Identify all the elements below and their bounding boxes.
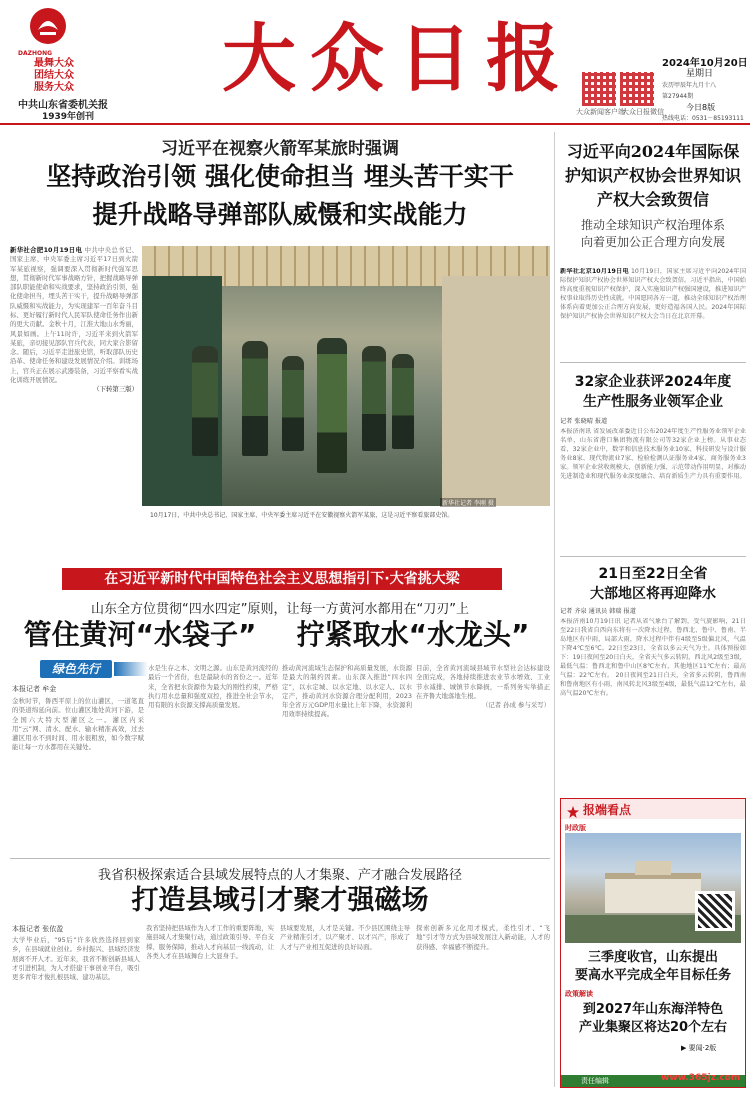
highlight-story-1[interactable] — [561, 949, 745, 985]
ip-headline[interactable]: 习近平向2024年国际保护知识产权协会世界知识产权大会致贺信 — [564, 142, 741, 209]
highlight-photo[interactable] — [565, 833, 741, 943]
rain-headline[interactable] — [560, 564, 746, 604]
right-story-1 — [560, 140, 746, 250]
yr-body-1: 金秋时节，鲁西平原上的位山灌区，一道笔直的渠道绵延向前。位山灌区地处黄河下游，是全国六大特大型灌区之一。灌区内采用“云”网、清水、配水、输水精准高效，过去灌区用水不到时间、用水很粗放，如今数字赋能让每一方水都用在关键处。 — [12, 697, 144, 752]
svc-body: 本报济南讯 省发展改革委近日公布2024年度生产性服务业领军企业名单，山东省港口集团物流有限公司等32家企业上榜。从事业态看，32家企业中，数字和信息技术服务业10家、科技研发与设计服务业8家、现代物流业7家、检验检测认证服务业4家、商务服务业3家。领军企业营收规模大、创新能力强、示范带动作用明显，对推动先进制造业和现代服务业深度融合、培育新质生产力具有重要作用。 — [560, 428, 746, 480]
rain-byline: 记者 齐泉 通讯员 韩瑞 报道 — [560, 608, 636, 615]
slogan-2: 团结大众 — [34, 70, 74, 81]
talent-kicker: 我省积极探索适合县域发展特点的人才集聚、产才融合发展路径 — [97, 868, 462, 883]
lead-photo-credit: 新华社记者 李刚 摄 — [442, 500, 494, 507]
lunar-date: 农历甲辰年九月十八 — [662, 82, 717, 89]
green-first-badge: 绿色先行 — [40, 660, 112, 678]
svc-headline[interactable] — [560, 372, 746, 412]
yr-contributors: （记者 孙成 参与采写） — [482, 701, 550, 710]
rain-headline-1: 21日至22日全省 — [598, 566, 708, 582]
watermark: www.365jz.com — [661, 1073, 741, 1083]
right-rule-1 — [560, 362, 746, 363]
talent-column-4 — [416, 924, 550, 1086]
tag-politics: 时政版 — [565, 824, 586, 832]
section-rule — [10, 858, 550, 859]
slogan-1: 最舞大众 — [34, 58, 74, 69]
talent-column-1 — [12, 936, 140, 1086]
issue-number: 第27944期 — [662, 93, 694, 100]
rain-headline-2: 大部地区将再迎降水 — [590, 586, 716, 602]
rain-body-1: 本报济南10月19日讯 记者从省气象台了解到，受气旋影响，21日至22日我省自西向东将有一次降水过程，鲁西北、鲁中、鲁南、半岛地区有中雨，局部大雨，降水过程中伴有4级至5级偏北风，气温下降4℃至6℃。22日至23日，全省以多云天气为主。具体预报如下：19日夜间至20日白天，全省天气多云转阴，西北风2级至3级，最低气温：鲁西北和鲁中山区8℃左右，其他地区11℃左右；最高气温：22℃左右。 — [560, 618, 746, 679]
ip-body — [560, 268, 746, 354]
highlight-1-line-1: 三季度收官，山东提出 — [587, 950, 718, 965]
page-ref-label: 要闻·2版 — [688, 1044, 717, 1052]
ip-body-text: 10月19日，国家主席习近平向2024年国际保护知识产权协会世界知识产权大会致贺信。习近平指出，中国始终高度重视知识产权保护，深入实施知识产权强国建设，推进知识产权事业取得历史性成就。中国愿同各方一道，推动全球知识产权治理体系向着更加公正合理方向发展，更好造福各国人民。2024年国际保护知识产权协会世界知识产权大会当日在北京开幕。 — [560, 268, 746, 320]
rain-body-2: 20日夜间至21日白天，全省多云转阴，鲁西南和鲁南地区有小雨，南风转北风3级至4级，最低气温12℃左右，最高气温20℃左右。 — [560, 671, 746, 697]
svc-byline: 记者 张晓晴 报道 — [560, 418, 608, 425]
yr-kicker: 山东全方位贯彻“四水四定”原则，让每一方黄河水都用在“刀刃”上 — [91, 602, 469, 617]
page-count: 今日8版 — [686, 103, 716, 112]
lead-kicker: 习近平在视察火箭军某旅时强调 — [161, 139, 399, 159]
yr-body-2: 水是生存之本、文明之源。山东是黄河流经的最后一个省份，也是最缺水的省份之一。近年来，全省把水资源作为最大的刚性约束，严格执行用水总量和强度双控，推进全社会节水，用有限的水资源支撑高质量发展。 — [148, 664, 278, 710]
svc-headline-1: 32家企业获评2024年度 — [574, 374, 732, 390]
ip-subhead-2: 向着更加公正合理方向发展 — [580, 235, 725, 249]
yr-byline: 本报记者 牟金 — [12, 685, 57, 693]
qr-code-wechat[interactable] — [620, 72, 654, 106]
qr-label-app: 大众新闻客户端 — [576, 108, 625, 116]
lead-headline-2[interactable]: 提升战略导弹部队威慑和实战能力 — [92, 200, 468, 229]
theme-banner: 在习近平新时代中国特色社会主义思想指引下·大省挑大梁 — [62, 568, 502, 590]
talent-column-3 — [280, 924, 410, 1086]
column-divider — [554, 132, 555, 1087]
lead-photo[interactable] — [142, 246, 550, 506]
page-ref[interactable] — [681, 1043, 716, 1053]
yr-headline-left[interactable]: 管住黄河“水袋子” — [23, 618, 257, 651]
yr-column-4 — [416, 664, 550, 854]
talent-body-1: 大学毕业后，“95后”许多欣然选择回到家乡，在县域就业创业。乡村振兴、县域经济发展离不开人才。近年来，我省不断创新县域人才引进机制，为人才搭建干事创业平台，吸引更多青年才俊扎根县域、建功基层。 — [12, 936, 140, 982]
weekday: 星期日 — [686, 69, 714, 79]
star-icon — [567, 803, 579, 815]
highlights-title: 报端看点 — [583, 803, 632, 817]
right-rule-2 — [560, 556, 746, 557]
footer-editor-label: 责任编辑 — [581, 1077, 609, 1085]
yr-body-3: 推动黄河流域生态保护和高质量发展，水资源是最大的制约因素。山东深入推进“四水四定”，以水定城、以水定地、以水定人、以水定产，推动黄河水资源合理分配利用，2023年全省万元GDP用水量比上年下降，水资源利用效率持续提高。 — [282, 664, 412, 719]
highlight-1-line-2: 要高水平完成全年目标任务 — [574, 968, 731, 983]
yr-column-3 — [282, 664, 412, 854]
qr-code-app[interactable] — [582, 72, 616, 106]
talent-column-2 — [146, 924, 274, 1086]
slogan-list — [34, 58, 74, 94]
masthead — [0, 0, 750, 125]
highlight-story-2[interactable] — [561, 1001, 745, 1037]
yr-column-1 — [12, 697, 144, 853]
rain-body — [560, 618, 746, 790]
issue-date: 2024年10月20日 — [662, 58, 748, 69]
date-block — [662, 58, 748, 124]
arrow-right-icon: ▶ — [681, 1044, 687, 1052]
lead-body — [10, 246, 138, 564]
highlight-2-line-2: 产业集聚区将达20个左右 — [578, 1020, 728, 1035]
slogan-3: 服务大众 — [34, 82, 74, 93]
founded-label: 1939年创刊 — [42, 112, 95, 122]
organ-label: 中共山东省委机关报 — [18, 100, 108, 111]
talent-body-2: 我省坚持把县域作为人才工作的重要阵地，实施县域人才集聚行动，通过政策引导、平台支撑、服务保障，推动人才向基层一线流动，让各类人才在县域舞台上大显身手。 — [146, 924, 274, 960]
tag-policy: 政策解读 — [565, 990, 593, 998]
svc-headline-2: 生产性服务业领军企业 — [583, 394, 723, 410]
talent-byline: 本报记者 张依盈 — [12, 925, 64, 933]
yr-column-2 — [148, 664, 278, 854]
lead-dateline: 新华社合肥10月19日电 — [10, 246, 83, 254]
lead-photo-caption: 10月17日，中共中央总书记、国家主席、中央军委主席习近平在安徽视察火箭军某旅，这是习近平察看旅部史馆。 — [150, 512, 454, 519]
ip-subhead-1: 推动全球知识产权治理体系 — [580, 218, 725, 232]
hotline: 热线电话：0531－85193111 — [662, 115, 744, 122]
lead-body-text: 中共中央总书记、国家主席、中央军委主席习近平17日到火箭军某旅视察，强调要深入贯彻新时代强军思想，贯彻新时代军事战略方针，把握战略导弹部队职能使命和实战要求，坚持政治引领，强化使命担当，埋头苦干实干，提升战略导弹部队威慑和实战能力，为实现建军一百年奋斗目标、更好履行新时代人民军队使命任务作出新的更大贡献。金秋十月，江淮大地山水秀丽，风景如画。上午11时许，习近平来到火箭军某旅，亲切接见部队官兵代表，同大家合影留念。随后，习近平走进旅史馆，听取部队历史沿革、使命任务和建设发展情况介绍。训练场上，官兵正在展示武器装备，习近平察看实战化训练开展情况。 — [10, 246, 138, 384]
newspaper-logo — [28, 6, 68, 46]
lead-continued: （下转第三版） — [93, 385, 138, 394]
ip-dateline: 新华社北京10月19日电 — [560, 268, 629, 275]
highlight-2-line-1: 到2027年山东海洋特色 — [582, 1002, 724, 1017]
newspaper-title: 大众日报 — [222, 16, 574, 102]
highlight-qr-code[interactable] — [695, 891, 735, 931]
yr-headline-right[interactable]: 拧紧取水“水龙头” — [296, 618, 530, 651]
logo-label: DAZHONG — [18, 50, 53, 57]
talent-body-4: 探索创新多元化用才模式，柔性引才、“飞地”引才等方式为县域发展注入新动能，人才的获得感、幸福感不断提升。 — [416, 924, 550, 951]
talent-headline[interactable]: 打造县域引才聚才强磁场 — [131, 885, 429, 916]
badge-arrow-icon — [114, 662, 148, 676]
lead-headline-1[interactable]: 坚持政治引领 强化使命担当 埋头苦干实干 — [46, 162, 514, 191]
qr-label-wechat: 大众日报微信 — [622, 108, 664, 116]
yr-body-4: 目前，全省黄河流域县域节水型社会达标建设全面完成，各地持续推进农业节水增效、工业节水减排、城镇节水降损，一系列务实举措正在齐鲁大地落地生根。 — [416, 664, 550, 700]
highlights-box — [560, 798, 746, 1088]
talent-body-3: 县域要发展，人才是关键。不少县区围绕主导产业精准引才，以产聚才、以才兴产，形成了人才与产业相互促进的良好局面。 — [280, 924, 410, 951]
